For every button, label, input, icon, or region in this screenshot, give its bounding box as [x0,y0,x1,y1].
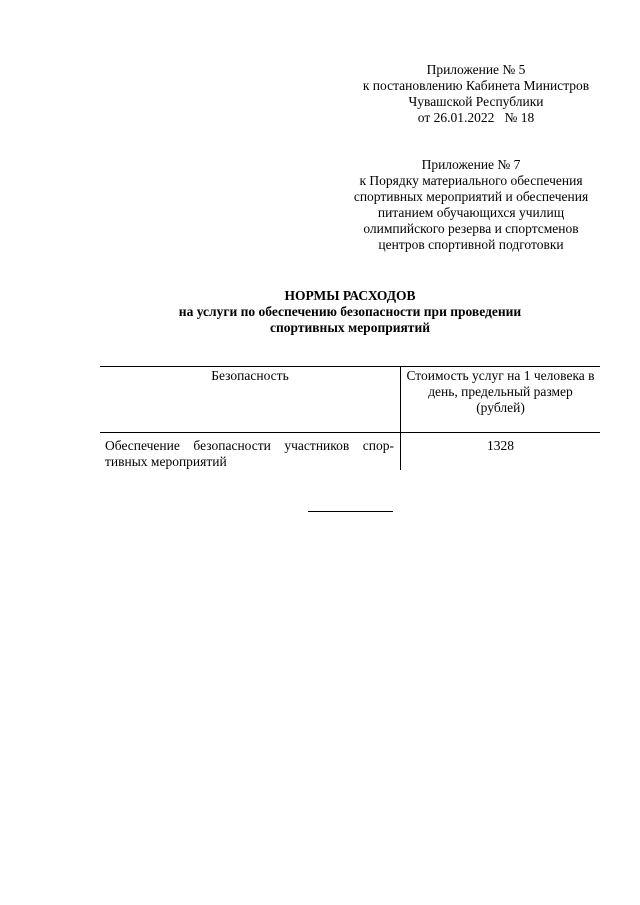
annex-7-line: Приложение № 7 [421,157,521,172]
column-header-security: Безопасность [100,367,401,433]
annex-7-line: олимпийского резерва и спортсменов [363,221,579,236]
annex-7-line: спортивных мероприятий и обеспечения [353,189,589,204]
end-of-document-rule [308,511,393,512]
annex-7-reference [344,157,598,253]
annex-5-line: Чувашской Республики [408,94,544,109]
annex-5-date-line: от 26.01.2022 № 18 [417,110,535,125]
annex-5-line: Приложение № 5 [426,62,526,77]
table-cell-cost-value: 1328 [401,433,601,471]
annex-7-line: к Порядку материального обеспечения [359,173,583,188]
annex-5-line: к постановлению Кабинета Министров [362,78,590,93]
table-row [100,433,600,471]
annex-7-line: центров спортивной подготовки [378,237,564,252]
document-subtitle-line: на услуги по обеспечению безопасности при проведении [178,304,522,319]
annex-7-line: питанием обучающихся училищ [377,205,565,220]
document-title-block [100,288,600,336]
table-header-row [100,367,600,433]
document-heading: НОРМЫ РАСХОДОВ [284,288,416,303]
column-header-cost: Стоимость услуг на 1 человека в день, предельный размер (рублей) [401,367,601,433]
annex-5-reference [352,62,600,126]
norms-table [100,366,600,470]
document-subtitle-line: спортивных мероприятий [270,320,430,335]
table-cell-service-name: Обеспечение безопасности участников спортивных мероприятий [105,438,394,469]
